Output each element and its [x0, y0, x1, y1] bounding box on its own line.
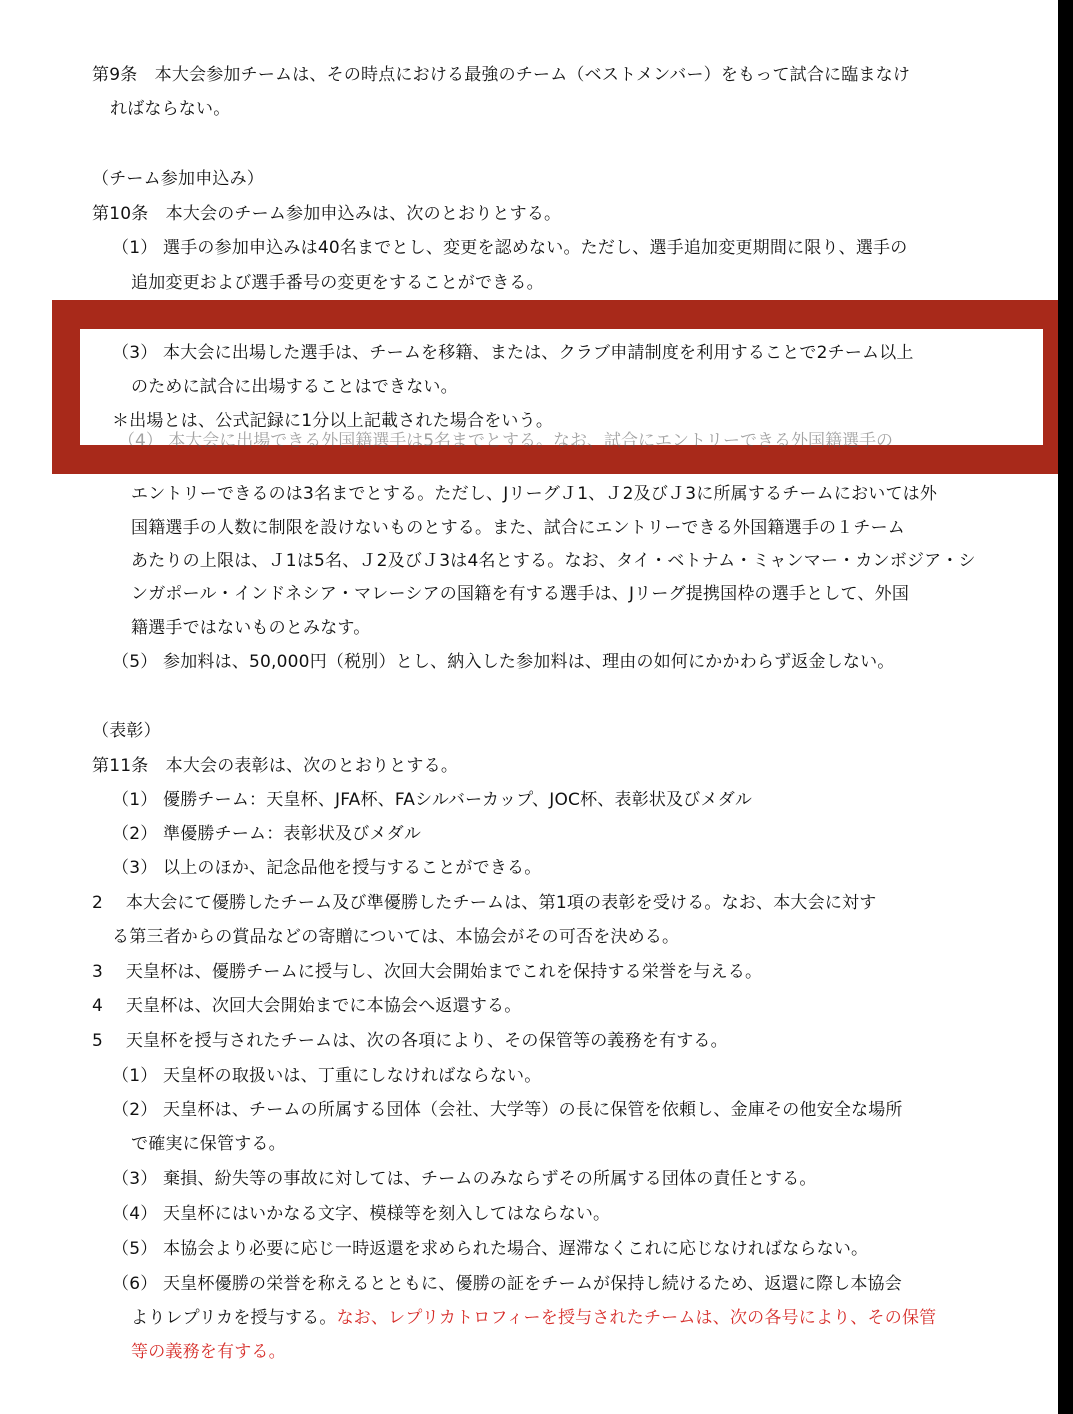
sub6-plain-text: よりレプリカを授与する。: [131, 1308, 337, 1328]
article11-para4: 4 天皇杯は、次回大会開始までに本協会へ返還する。: [92, 996, 522, 1016]
section-heading-awards: （表彰）: [92, 721, 161, 741]
article10-title: 第10条 本大会のチーム参加申込みは、次のとおりとする。: [92, 204, 562, 224]
article10-item1-cont: 追加変更および選手番号の変更をすることができる。: [131, 273, 544, 293]
article11-para5-sub6-cont: [131, 1305, 936, 1331]
article11-para5: 5 天皇杯を授与されたチームは、次の各項により、その保管等の義務を有する。: [92, 1031, 728, 1051]
article10-item4-line1: エントリーできるのは3名までとする。ただし、JリーグＪ1、Ｊ2及びＪ3に所属するチームにおいては外: [131, 484, 938, 504]
article10-item5: （5） 参加料は、50,000円（税別）とし、納入した参加料は、理由の如何にかかわらず返金しない。: [112, 652, 895, 672]
viewer-edge: [1058, 0, 1073, 1414]
article11-title: 第11条 本大会の表彰は、次のとおりとする。: [92, 756, 459, 776]
article10-item1: （1） 選手の参加申込みは40名までとし、変更を認めない。ただし、選手追加変更期間に限り、選手の: [112, 238, 908, 258]
clipped-text-strip: [80, 431, 1043, 451]
article11-para5-sub6: （6） 天皇杯優勝の栄誉を称えるとともに、優勝の証をチームが保持し続けるため、返還に際し本協会: [112, 1274, 902, 1294]
section-heading-application: （チーム参加申込み）: [92, 169, 264, 189]
article10-item3: （3） 本大会に出場した選手は、チームを移籍、または、クラブ申請制度を利用することで2チーム以上: [112, 343, 914, 363]
article11-item2: （2） 準優勝チーム：表彰状及びメダル: [112, 824, 422, 844]
article11-para5-sub2: （2） 天皇杯は、チームの所属する団体（会社、大学等）の長に保管を依頼し、金庫その他安全な場所: [112, 1100, 903, 1120]
article10-item4-line3: あたりの上限は、Ｊ1は5名、Ｊ2及びＪ3は4名とする。なお、タイ・ベトナム・ミャンマー・カンボジア・シ: [131, 551, 976, 571]
article11-para5-sub2-cont: で確実に保管する。: [131, 1134, 286, 1154]
article11-para3: 3 天皇杯は、優勝チームに授与し、次回大会開始までこれを保持する栄誉を与える。: [92, 962, 763, 982]
article9-text: 第9条 本大会参加チームは、その時点における最強のチーム（ベストメンバー）をもって試合に臨まなけ: [92, 65, 911, 85]
article11-para5-sub6-red-cont: 等の義務を有する。: [131, 1342, 286, 1362]
article10-item4-line2: 国籍選手の人数に制限を設けないものとする。また、試合にエントリーできる外国籍選手の１チーム: [131, 518, 905, 538]
article10-item4-line4: ンガポール・インドネシア・マレーシアの国籍を有する選手は、Jリーグ提携国枠の選手として、外国: [131, 584, 910, 604]
article10-item4-clipped: （4） 本大会に出場できる外国籍選手は5名までとする。なお、試合にエントリーできる外国籍選手の: [118, 431, 894, 451]
article11-item1: （1） 優勝チーム：天皇杯、JFA杯、FAシルバーカップ、JOC杯、表彰状及びメダル: [112, 790, 753, 810]
article11-para5-sub5: （5） 本協会より必要に応じ一時返還を求められた場合、遅滞なくこれに応じなければならない。: [112, 1239, 869, 1259]
article10-item3-note: ＊出場とは、公式記録に1分以上記載された場合をいう。: [112, 411, 554, 431]
article9-text-cont: ればならない。: [110, 99, 231, 119]
article10-item4-line5: 籍選手ではないものとみなす。: [131, 618, 371, 638]
article11-para2: 2 本大会にて優勝したチーム及び準優勝したチームは、第1項の表彰を受ける。なお、本大会に対す: [92, 893, 877, 913]
article11-item3: （3） 以上のほか、記念品他を授与することができる。: [112, 858, 542, 878]
article11-para5-sub4: （4） 天皇杯にはいかなる文字、模様等を刻入してはならない。: [112, 1204, 611, 1224]
article10-item3-cont: のために試合に出場することはできない。: [131, 377, 458, 397]
article11-para2-cont: る第三者からの賞品などの寄贈については、本協会がその可否を決める。: [112, 927, 680, 947]
sub6-red-text: なお、レプリカトロフィーを授与されたチームは、次の各号により、その保管: [336, 1308, 937, 1328]
article11-para5-sub3: （3） 棄損、紛失等の事故に対しては、チームのみならずその所属する団体の責任とする。: [112, 1169, 817, 1189]
article11-para5-sub1: （1） 天皇杯の取扱いは、丁重にしなければならない。: [112, 1066, 542, 1086]
